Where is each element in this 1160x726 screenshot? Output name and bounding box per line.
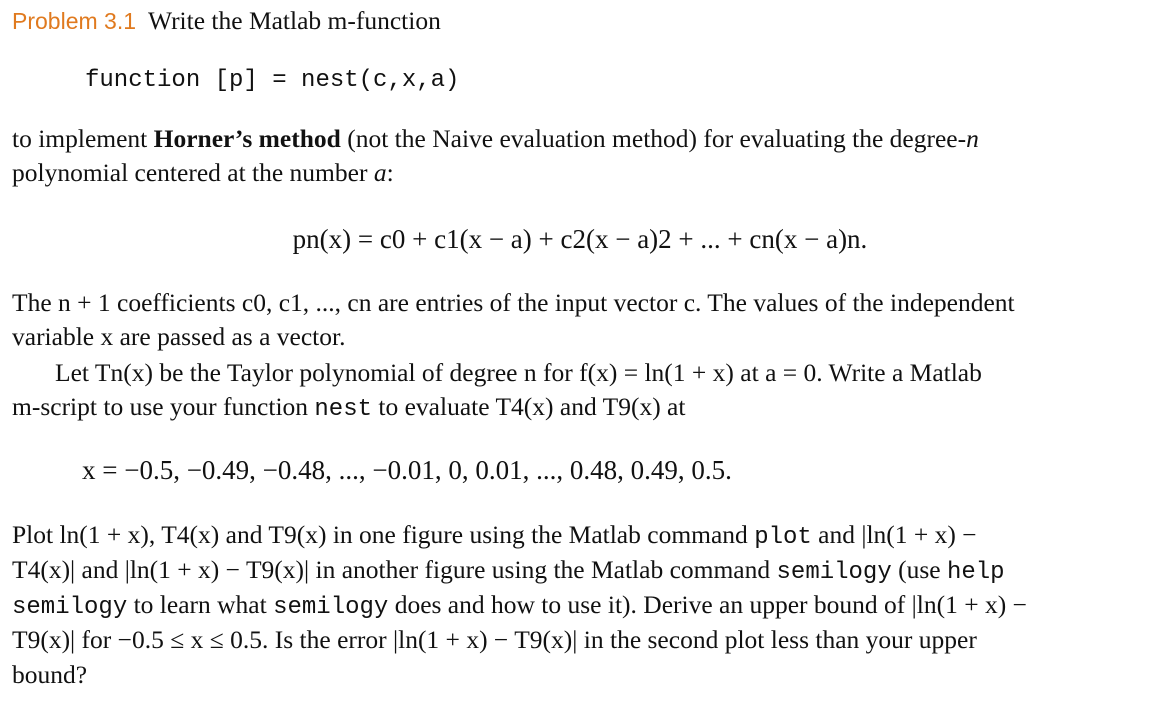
coefficients-line-2: variable x are passed as a vector. [12, 322, 346, 351]
intro-line-2: polynomial centered at the number a: [12, 158, 394, 187]
coefficients-line-1: The n + 1 coefficients c0, c1, ..., cn are entries of the input vector c. The values of the independent [12, 288, 1015, 317]
horner-method-term: Horner’s method [153, 124, 341, 153]
plot-line-1: Plot ln(1 + x), T4(x) and T9(x) in one figure using the Matlab command plot and |ln(1 + x) − [12, 520, 977, 551]
function-signature: function [p] = nest(c,x,a) [85, 67, 460, 94]
polynomial-formula: pn(x) = c0 + c1(x − a) + c2(x − a)2 + ... + cn(x − a)n. [292, 224, 868, 254]
plot-line-4: T9(x)| for −0.5 ≤ x ≤ 0.5. Is the error |ln(1 + x) − T9(x)| in the second plot less than your upper [12, 625, 977, 654]
problem-label: Problem 3.1 [12, 8, 137, 34]
intro-line-1: to implement Horner’s method (not the Naive evaluation method) for evaluating the degree-n [12, 124, 979, 153]
taylor-line-2: m-script to use your function nest to evaluate T4(x) and T9(x) at [12, 392, 686, 423]
taylor-line-1: Let Tn(x) be the Taylor polynomial of degree n for f(x) = ln(1 + x) at a = 0. Write a Matlab [55, 358, 982, 387]
plot-line-3: semilogy to learn what semilogy does and how to use it). Derive an upper bound of |ln(1 + x) − [12, 590, 1027, 621]
plot-line-5: bound? [12, 660, 88, 689]
x-values: x = −0.5, −0.49, −0.48, ..., −0.01, 0, 0.01, ..., 0.48, 0.49, 0.5. [82, 455, 732, 485]
problem-title: Write the Matlab m-function [148, 6, 441, 35]
problem-heading [12, 4, 441, 38]
plot-line-2: T4(x)| and |ln(1 + x) − T9(x)| in another figure using the Matlab command semilogy (use help [12, 555, 1005, 586]
